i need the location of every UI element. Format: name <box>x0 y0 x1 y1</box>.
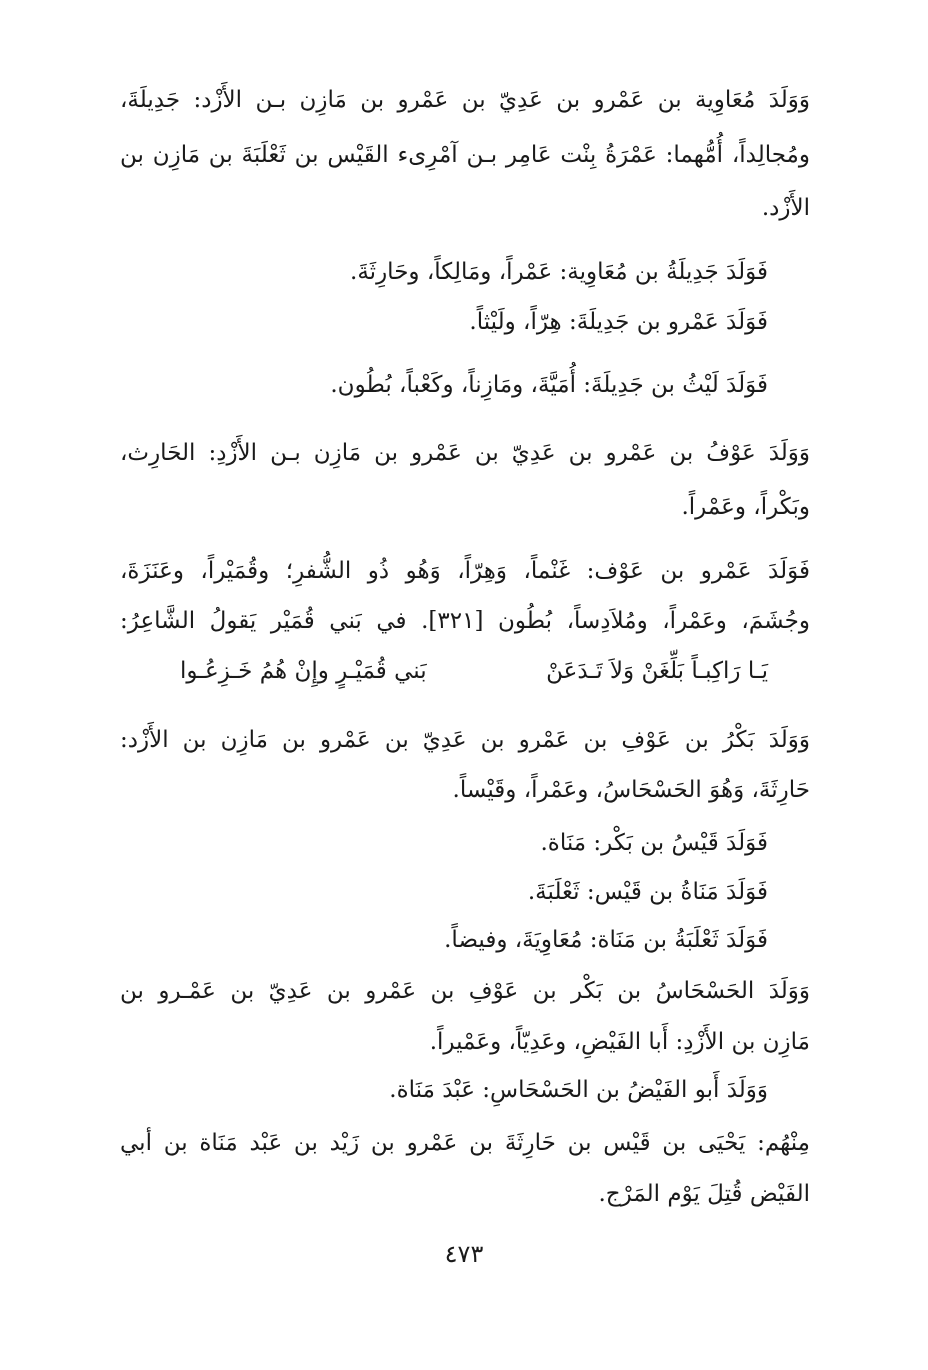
text-line: وجُشَمَ، وعَمْراً، ومُلاَدِساً، بُطُون [٣٢١]. في بَني قُمَيْر يَقولُ الشَّاعِرُ: <box>120 608 810 634</box>
text-line: وَوَلَدَ الحَسْحَاسُ بن بَكْر بن عَوْفِ بن عَمْرو بن عَدِيّ بن عَمْـرو بن <box>120 978 810 1004</box>
page-number: ٤٧٣ <box>444 1240 484 1268</box>
text-line: وَوَلَدَ أَبو الفَيْضُ بن الحَسْحَاسِ: عَبْدَ مَنَاة. <box>389 1077 768 1103</box>
text-line: فَوَلَدَ لَيْثُ بن جَدِيلَةَ: أُمَيَّةَ، ومَازِناً، وكَعْباً، بُطُون. <box>330 372 768 398</box>
text-line: الأَزْد. <box>761 195 810 221</box>
text-line: فَوَلَدَ قَيْسُ بن بَكْر: مَنَاة. <box>540 830 768 856</box>
text-line: وَوَلَدَ مُعَاوِية بن عَمْرو بن عَدِيّ بن عَمْرو بن مَازِن بـن الأَزْد: جَدِيلَةَ، <box>120 87 810 113</box>
page-body <box>120 80 810 1280</box>
text-line: مِنْهُم: يَحْيَى بن قَيْس بن حَارِثَةَ بن عَمْرو بن زَيْد بن عَبْد مَنَاة بن أبي <box>120 1130 811 1156</box>
text-line: فَوَلَدَ عَمْرو بن عَوْف: غَنْماً، وَهِرّاً، وَهُو ذُو الشُّفرِ؛ وقُمَيْراً، وعَنَزَةَ، <box>120 558 810 584</box>
text-line: وَوَلَدَ بَكْرُ بن عَوْفِ بن عَمْرو بن عَدِيّ بن عَمْرو بن مَازِن بن الأَزْد: <box>120 727 810 753</box>
text-line: وبَكْراً، وعَمْراً. <box>681 494 810 520</box>
text-line: فَوَلَدَ ثَعْلَبَةُ بن مَنَاة: مُعَاوِيَةَ، وفيضاً. <box>444 927 768 953</box>
poem-verse <box>180 651 768 691</box>
text-line: ومُجالِداً، أُمُّهما: عَمْرَةُ بِنْت عَامِر بـن آمْرِىء القَيْس بن ثَعْلَبَةَ بن مَازِن بن <box>120 142 810 168</box>
text-line: الفَيْض قُتِلَ يَوْم المَرْج. <box>598 1181 810 1207</box>
text-line: وَوَلَدَ عَوْفُ بن عَمْرو بن عَدِيّ بن عَمْرو بن مَازِن بـن الأَزْدِ: الحَارِث، <box>120 440 810 466</box>
verse-first-hemistich: يَـا رَاكِبـاً بَلِّغَنْ وَلاَ تَـدَعَنْ <box>546 658 768 684</box>
text-line: حَارِثَةَ، وَهُوَ الحَسْحَاسُ، وعَمْراً، وقَيْساً. <box>452 777 810 803</box>
text-line: فَوَلَدَ جَدِيلَةُ بن مُعَاوِية: عَمْراً، ومَالِكاً، وحَارِثَةَ. <box>350 259 768 285</box>
text-line: فَوَلَدَ مَنَاةُ بن قَيْس: ثَعْلَبَةَ. <box>527 879 768 905</box>
text-line: فَوَلَدَ عَمْرو بن جَدِيلَةَ: هِرّاً، ولَيْثاً. <box>469 309 768 335</box>
text-line: مَازِن بن الأَزْدِ: أَبا الفَيْضِ، وعَدِيّاً، وعَمْيراً. <box>429 1029 810 1055</box>
verse-second-hemistich: بَني قُمَيْـرٍ وإِنْ هُمُ خَـزِعُـوا <box>180 658 427 684</box>
